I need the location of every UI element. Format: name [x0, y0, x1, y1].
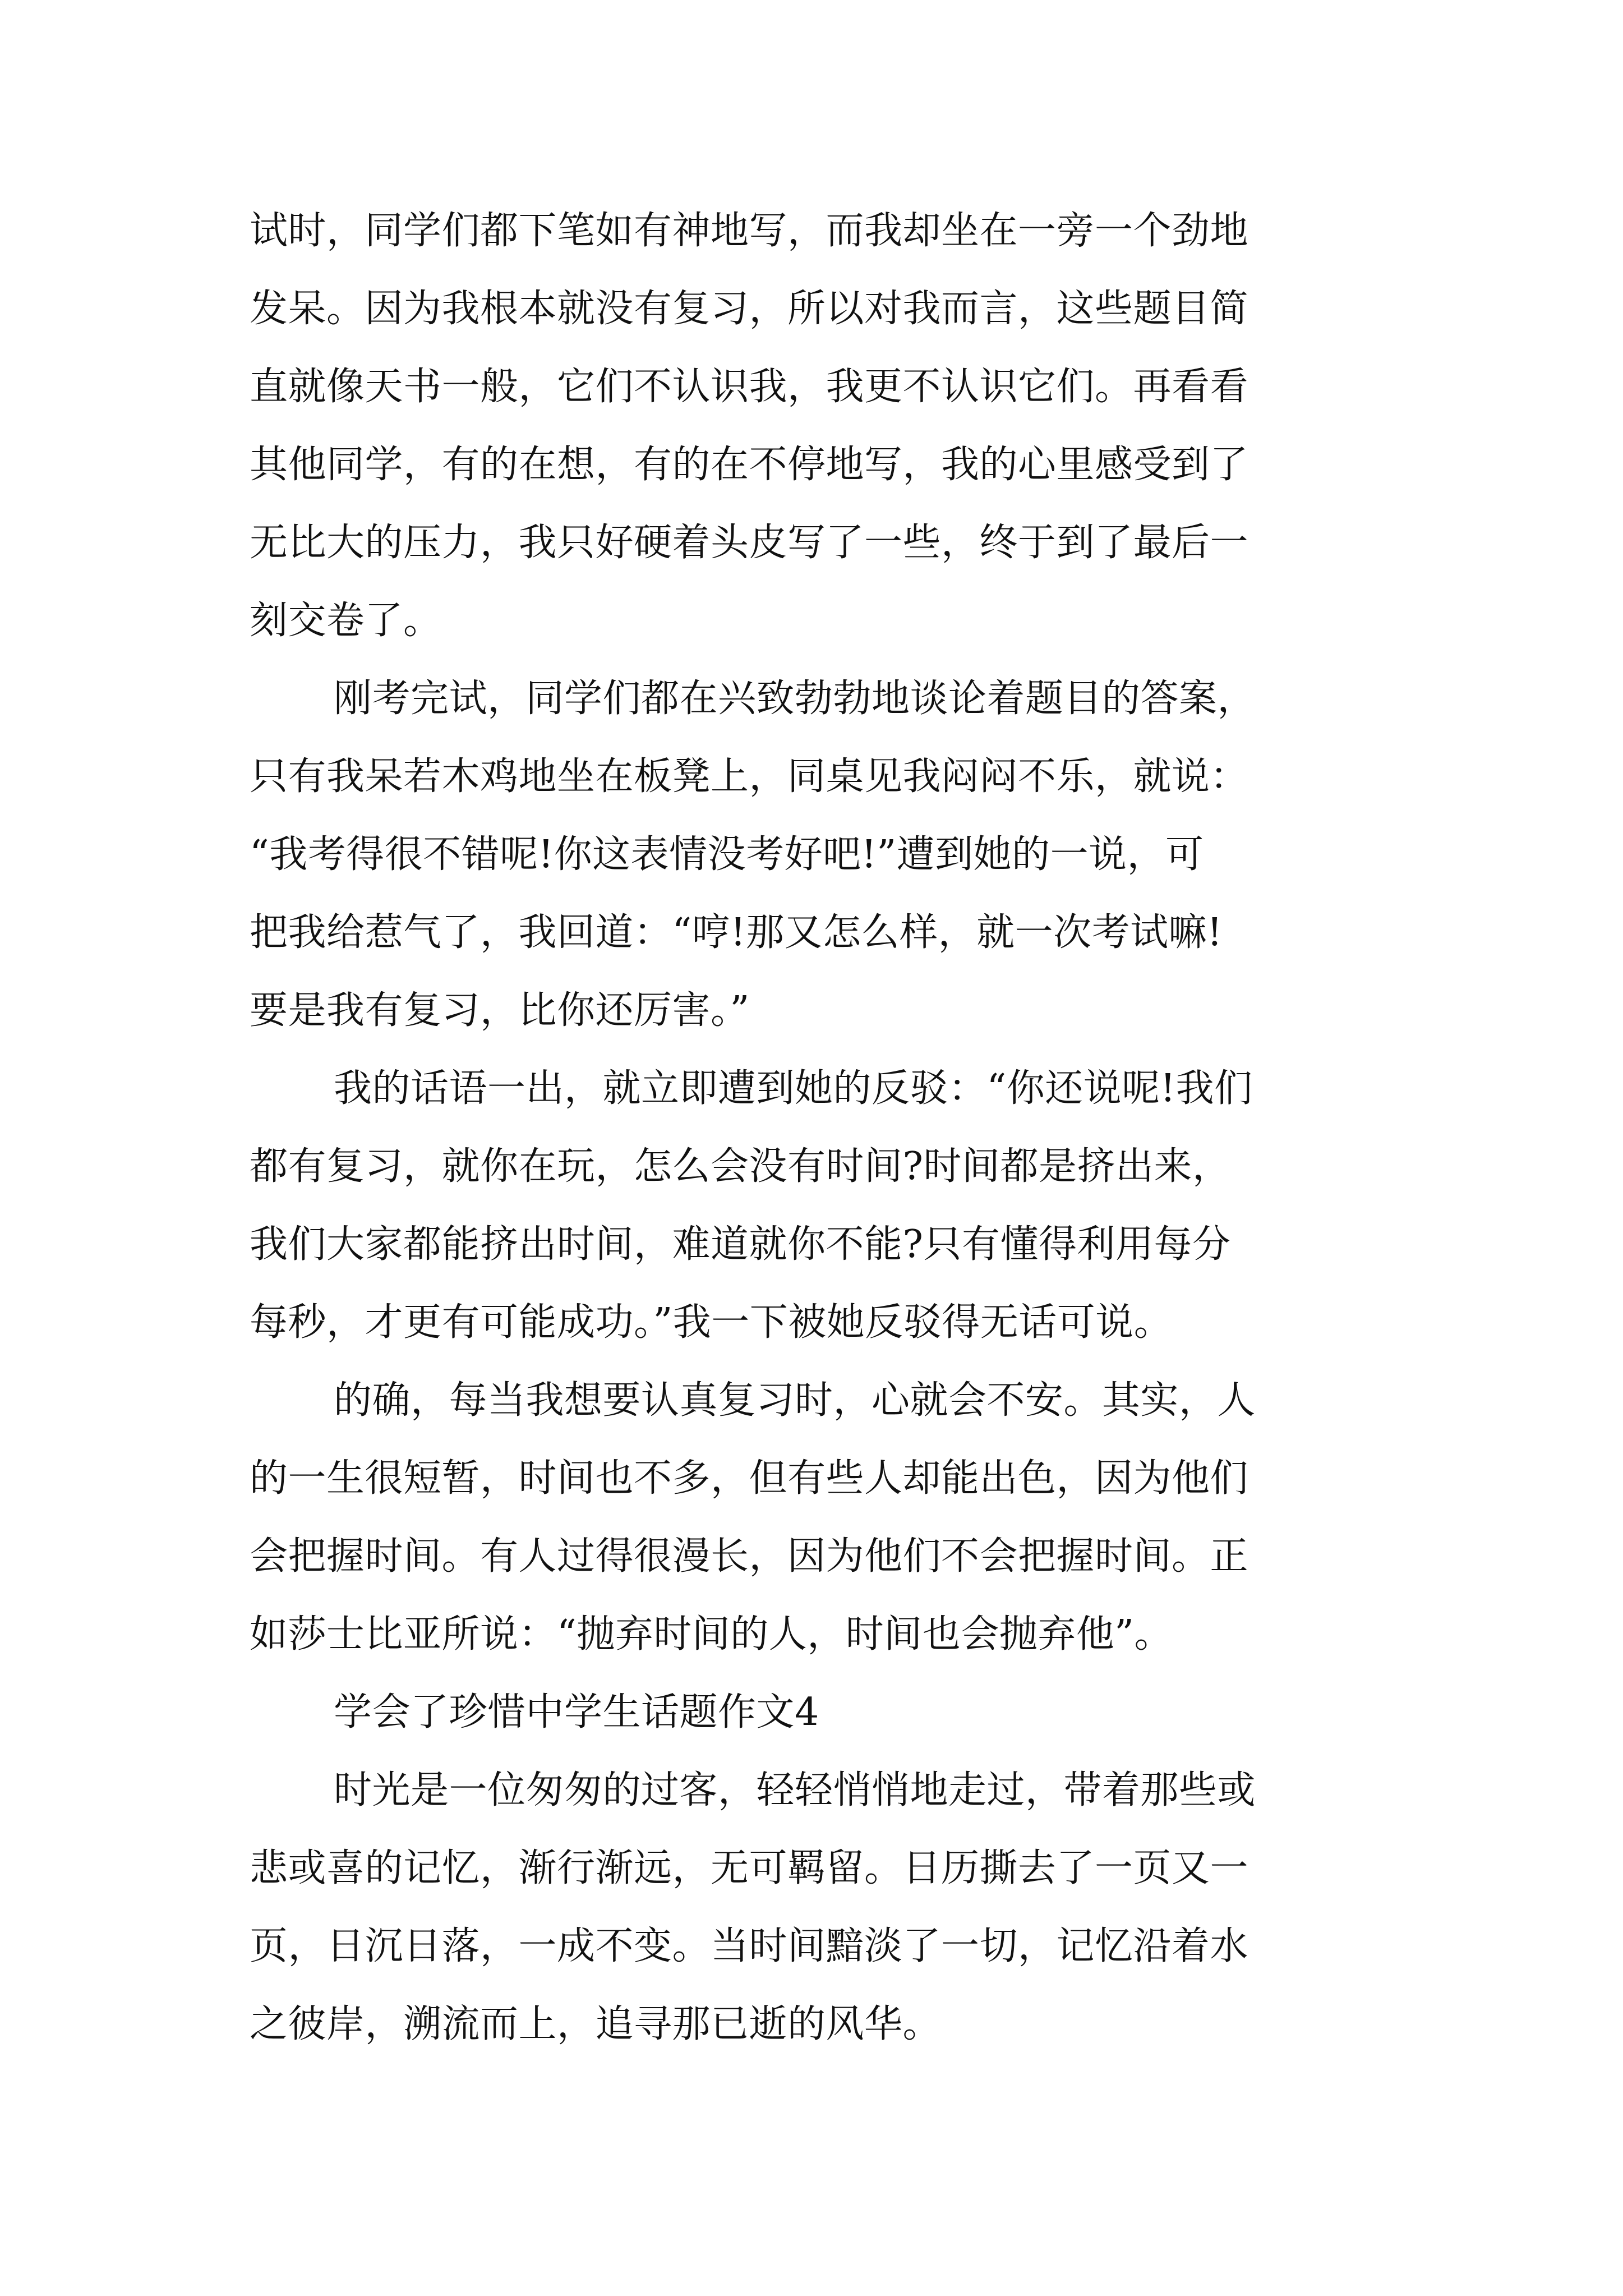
- text-line: 我们大家都能挤出时间，难道就你不能?只有懂得利用每分: [250, 1222, 1231, 1267]
- text-line: 我的话语一出，就立即遭到她的反驳：“你还说呢!我们: [334, 1066, 1253, 1111]
- text-line: “我考得很不错呢!你这表情没考好吧!”遭到她的一说，可: [250, 832, 1204, 877]
- text-line: 都有复习，就你在玩，怎么会没有时间?时间都是挤出来，: [250, 1144, 1231, 1189]
- text-line: 的一生很短暂，时间也不多，但有些人却能出色，因为他们: [250, 1456, 1249, 1501]
- text-line: 每秒，才更有可能成功。”我一下被她反驳得无话可说。: [250, 1300, 1173, 1345]
- text-line: 无比大的压力，我只好硬着头皮写了一些，终于到了最后一: [250, 520, 1249, 565]
- text-line: 要是我有复习，比你还厉害。”: [250, 988, 750, 1033]
- text-line: 刻交卷了。: [250, 598, 442, 643]
- text-line: 直就像天书一般，它们不认识我，我更不认识它们。再看看: [250, 364, 1249, 409]
- text-line: 页，日沉日落，一成不变。当时间黯淡了一切，记忆沿着水: [250, 1924, 1249, 1968]
- text-line: 只有我呆若木鸡地坐在板凳上，同桌见我闷闷不乐，就说：: [250, 754, 1249, 799]
- document-body: [250, 192, 1382, 2063]
- text-line: 之彼岸，溯流而上，追寻那已逝的风华。: [250, 2001, 942, 2046]
- text-line: 刚考完试，同学们都在兴致勃勃地谈论着题目的答案，: [334, 676, 1256, 721]
- text-line: 会把握时间。有人过得很漫长，因为他们不会把握时间。正: [250, 1534, 1249, 1579]
- text-line: 的确，每当我想要认真复习时，心就会不安。其实，人: [334, 1378, 1256, 1423]
- text-line: 发呆。因为我根本就没有复习，所以对我而言，这些题目简: [250, 286, 1249, 331]
- text-line: 悲或喜的记忆，渐行渐远，无可羁留。日历撕去了一页又一: [250, 1846, 1249, 1890]
- text-line: 把我给惹气了，我回道：“哼!那又怎么样，就一次考试嘛!: [250, 910, 1223, 955]
- text-line: 其他同学，有的在想，有的在不停地写，我的心里感受到了: [250, 442, 1249, 487]
- text-line: 时光是一位匆匆的过客，轻轻悄悄地走过，带着那些或: [334, 1768, 1256, 1812]
- text-line: 如莎士比亚所说：“抛弃时间的人，时间也会抛弃他”。: [250, 1612, 1173, 1657]
- text-line: 学会了珍惜中学生话题作文4: [334, 1690, 819, 1734]
- text-line: 试时，同学们都下笔如有神地写，而我却坐在一旁一个劲地: [250, 208, 1249, 253]
